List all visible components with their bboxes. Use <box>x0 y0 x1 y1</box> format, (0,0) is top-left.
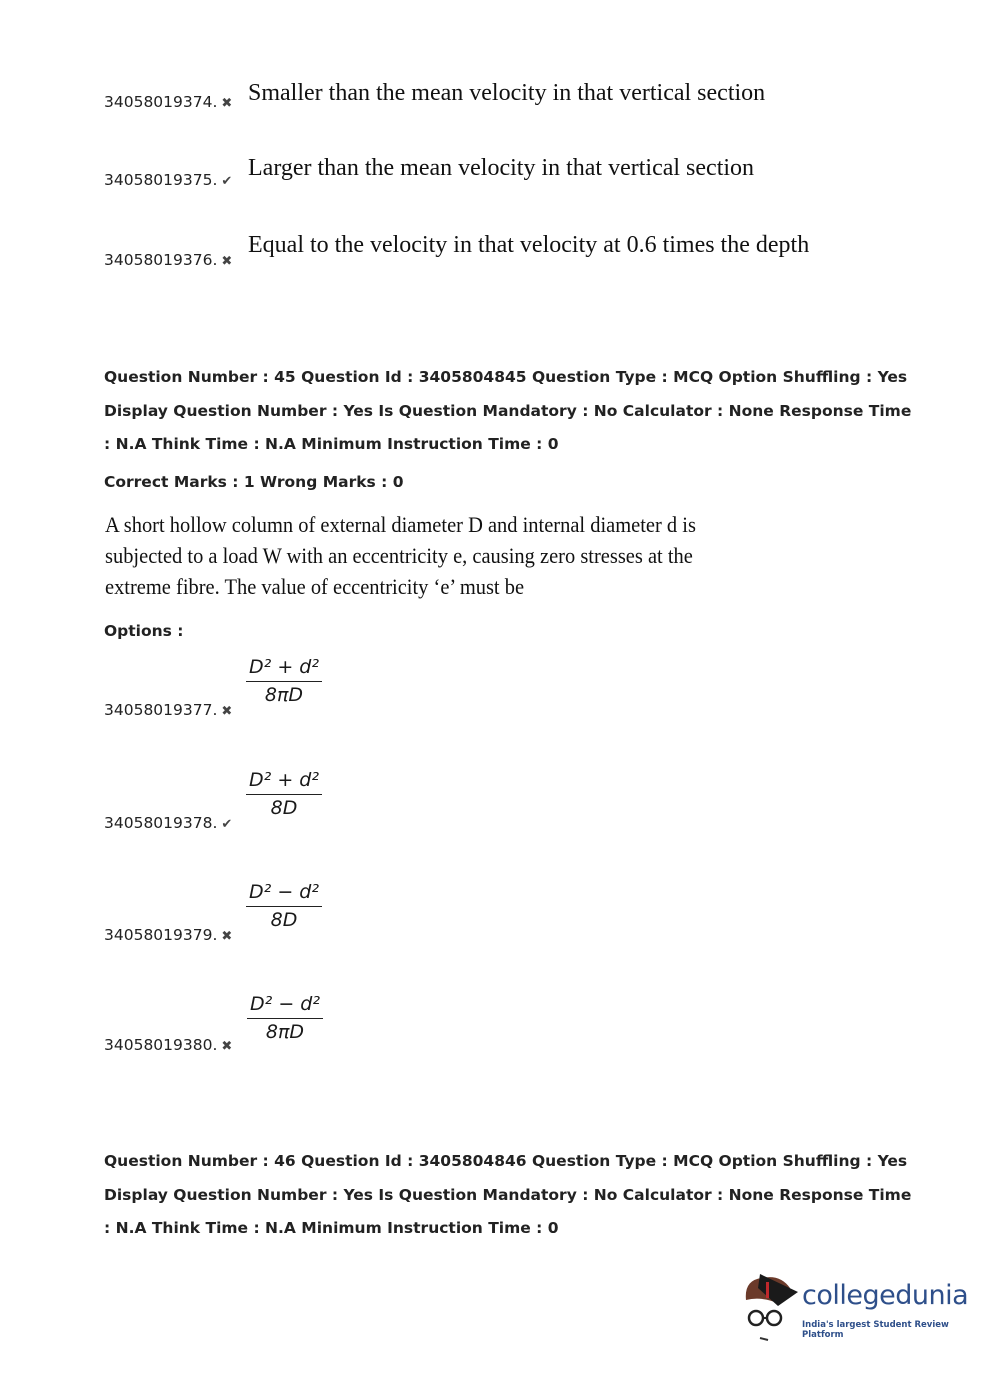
cross-icon: ✖ <box>221 704 233 719</box>
marks-info: Correct Marks : 1 Wrong Marks : 0 <box>104 473 404 491</box>
denominator: 8πD <box>265 1021 305 1043</box>
question-header-line: Display Question Number : Yes Is Question Mandatory : No Calculator : None Response Time <box>104 402 912 420</box>
mascot-icon <box>740 1270 800 1345</box>
check-icon: ✔ <box>221 174 233 189</box>
cross-icon: ✖ <box>221 96 233 111</box>
option-text: Larger than the mean velocity in that vertical section <box>248 155 755 181</box>
option-text: Smaller than the mean velocity in that vertical section <box>248 80 766 106</box>
option-id: 34058019377. ✖ <box>104 701 233 719</box>
option-formula <box>246 769 322 819</box>
option-text: Equal to the velocity in that velocity at 0.6 times the depth <box>248 232 810 258</box>
option-id: 34058019374. ✖ <box>104 93 233 111</box>
options-label: Options : <box>104 622 184 640</box>
question-text-line: A short hollow column of external diameter D and internal diameter d is <box>105 512 696 537</box>
option-id: 34058019376. ✖ <box>104 251 233 269</box>
cross-icon: ✖ <box>221 1039 233 1054</box>
numerator: D² + d² <box>246 769 322 795</box>
question-header-line: Question Number : 46 Question Id : 3405804846 Question Type : MCQ Option Shuffling : Yes <box>104 1152 908 1170</box>
denominator: 8D <box>270 797 298 819</box>
question-header-line: : N.A Think Time : N.A Minimum Instruction Time : 0 <box>104 1219 559 1237</box>
numerator: D² − d² <box>247 993 323 1019</box>
option-id: 34058019379. ✖ <box>104 926 233 944</box>
option-id: 34058019378. ✔ <box>104 814 233 832</box>
option-formula <box>247 993 323 1043</box>
logo-name: collegedunia <box>802 1280 969 1311</box>
option-id: 34058019375. ✔ <box>104 171 233 189</box>
option-id: 34058019380. ✖ <box>104 1036 233 1054</box>
question-text-line: subjected to a load W with an eccentricity e, causing zero stresses at the <box>105 543 693 568</box>
numerator: D² + d² <box>246 656 322 682</box>
question-header-line: Question Number : 45 Question Id : 3405804845 Question Type : MCQ Option Shuffling : Yes <box>104 368 908 386</box>
cross-icon: ✖ <box>221 929 233 944</box>
option-formula <box>246 656 322 706</box>
question-text-line: extreme fibre. The value of eccentricity ‘e’ must be <box>105 574 525 599</box>
collegedunia-logo <box>740 1270 970 1345</box>
denominator: 8D <box>270 909 298 931</box>
logo-tagline: India's largest Student Review Platform <box>802 1320 949 1340</box>
numerator: D² − d² <box>246 881 322 907</box>
cross-icon: ✖ <box>221 254 233 269</box>
question-header-line: : N.A Think Time : N.A Minimum Instruction Time : 0 <box>104 435 559 453</box>
question-header-line: Display Question Number : Yes Is Question Mandatory : No Calculator : None Response Time <box>104 1186 912 1204</box>
check-icon: ✔ <box>221 817 233 832</box>
denominator: 8πD <box>264 684 304 706</box>
option-formula <box>246 881 322 931</box>
